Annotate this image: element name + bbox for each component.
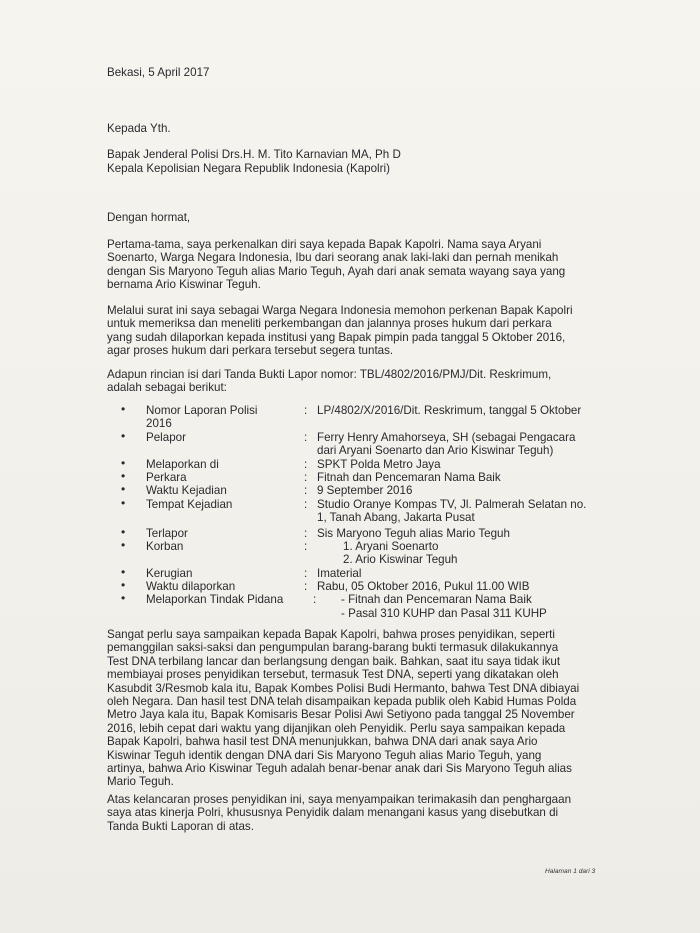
bullet: • bbox=[121, 564, 126, 579]
text-line: saya atas kinerja Polri, khususnya Penyidik dalam menangani kasus yang disebutkan di bbox=[107, 806, 559, 820]
page-number: Halaman 1 dari 3 bbox=[545, 868, 596, 875]
detail-value: Fitnah dan Pencemaran Nama Baik bbox=[317, 470, 501, 484]
colon: : bbox=[304, 539, 308, 553]
place-date: Bekasi, 5 April 2017 bbox=[107, 66, 210, 79]
text-line: Kasubdit 3/Resmob kala itu, Bapak Kombes Polisi Budi Hermanto, bahwa Test DNA dibiayai bbox=[107, 681, 580, 695]
detail-perkara bbox=[107, 468, 627, 484]
detail-melaporkan-di bbox=[107, 455, 627, 471]
detail-label: Waktu dilaporkan bbox=[146, 580, 236, 594]
detail-value: dari Aryani Soenarto dan Ario Kiswinar Teguh) bbox=[317, 444, 554, 458]
text-line: Metro Jaya kala itu, Bapak Komisaris Besar Polisi Awi Setiyono pada tanggal 25 November bbox=[107, 708, 575, 722]
text-line: Atas kelancaran proses penyidikan ini, saya menyampaikan terimakasih dan penghargaan bbox=[107, 793, 572, 806]
paragraph-request bbox=[107, 304, 607, 358]
detail-label: Perkara bbox=[146, 470, 187, 484]
bullet: • bbox=[121, 524, 126, 539]
detail-value: 1, Tanah Abang, Jakarta Pusat bbox=[317, 511, 475, 525]
colon: : bbox=[304, 404, 308, 417]
detail-kerugian bbox=[107, 564, 627, 580]
text-line: 2016, lebih cepat dari waktu yang dijanjikan oleh Penyidik. Perlu saya sampaikan kepada bbox=[107, 721, 566, 735]
detail-value-wrap: 2016 bbox=[146, 417, 172, 431]
text-line: Melalui surat ini saya sebagai Warga Negara Indonesia memohon perkenan Bapak Kapolri bbox=[107, 304, 573, 317]
recipient-title: Kepala Kepolisian Negara Republik Indonesia (Kapolri) bbox=[107, 162, 390, 175]
text-line: bernama Ario Kiswinar Teguh. bbox=[107, 278, 261, 292]
detail-continuation bbox=[107, 607, 627, 620]
text-line: Pertama-tama, saya perkenalkan diri saya kepada Bapak Kapolri. Nama saya Aryani bbox=[107, 238, 542, 251]
colon: : bbox=[304, 580, 308, 594]
detail-value: 2. Ario Kiswinar Teguh bbox=[343, 553, 458, 567]
detail-label: Korban bbox=[146, 539, 184, 553]
text-line: Adapun rincian isi dari Tanda Bukti Lapor nomor: TBL/4802/2016/PMJ/Dit. Reskrimum, bbox=[107, 368, 552, 381]
detail-label: Tempat Kejadian bbox=[146, 497, 233, 511]
paragraph-closing bbox=[107, 793, 607, 833]
text-line: oleh Negara. Dan hasil test DNA telah disampaikan kepada publik oleh Kabid Humas Polda bbox=[107, 695, 577, 709]
bullet: • bbox=[121, 537, 126, 552]
paragraph-introduction bbox=[107, 238, 607, 292]
bullet: • bbox=[121, 455, 126, 470]
detail-value: LP/4802/X/2016/Dit. Reskrimum, tanggal 5 Oktober bbox=[317, 404, 582, 417]
text-line: yang sudah dilaporkan kepada institusi yang Bapak pimpin pada tanggal 5 Oktober 2016, bbox=[107, 330, 566, 344]
text-line: Mario Teguh. bbox=[107, 775, 174, 789]
colon: : bbox=[313, 593, 317, 607]
detail-continuation bbox=[107, 511, 627, 524]
text-line: Bapak Kapolri, bahwa hasil test DNA menunjukkan, bahwa DNA dari anak saya Ario bbox=[107, 735, 538, 749]
detail-pelapor bbox=[107, 428, 627, 444]
text-line: Test DNA terbilang lancar dan berlangsung dengan baik. Bahkan, saat itu saya tidak ikut bbox=[107, 654, 561, 668]
detail-value: Sis Maryono Teguh alias Mario Teguh bbox=[317, 526, 510, 540]
detail-waktu-dilaporkan bbox=[107, 580, 627, 593]
detail-label: Terlapor bbox=[146, 526, 188, 540]
bullet: • bbox=[121, 402, 126, 416]
detail-value: 9 September 2016 bbox=[317, 484, 413, 498]
report-details-list bbox=[107, 404, 627, 620]
text-line: Tanda Bukti Laporan di atas. bbox=[107, 819, 254, 833]
greeting: Dengan hormat, bbox=[107, 211, 191, 224]
detail-label: Melaporkan di bbox=[146, 457, 219, 471]
detail-label: Pelapor bbox=[146, 430, 186, 444]
detail-continuation bbox=[107, 553, 627, 566]
text-line: untuk memeriksa dan meneliti perkembangan dan jalannya proses hukum dari perkara bbox=[107, 317, 552, 331]
detail-continuation bbox=[107, 444, 627, 457]
bullet: • bbox=[121, 428, 126, 443]
text-line: adalah sebagai berikut: bbox=[107, 381, 227, 395]
colon: : bbox=[304, 470, 308, 484]
detail-tindak-pidana bbox=[107, 593, 627, 606]
detail-nomor-laporan bbox=[107, 404, 627, 417]
detail-value: Rabu, 05 Oktober 2016, Pukul 11.00 WIB bbox=[317, 580, 530, 594]
detail-value: - Fitnah dan Pencemaran Nama Baik bbox=[341, 593, 532, 607]
detail-label: Waktu Kejadian bbox=[146, 484, 227, 498]
detail-waktu-kejadian bbox=[107, 484, 627, 497]
recipient-name: Bapak Jenderal Polisi Drs.H. M. Tito Karnavian MA, Ph D bbox=[107, 148, 401, 161]
text-line: Kiswinar Teguh identik dengan DNA dari Sis Maryono Teguh alias Mario Teguh, yang bbox=[107, 748, 542, 762]
text-line: pemanggilan saksi-saksi dan pengumpulan barang-barang bukti termasuk dilakukannya bbox=[107, 641, 559, 655]
bullet: • bbox=[121, 495, 126, 510]
detail-value: Studio Oranye Kompas TV, Jl. Palmerah Selatan no. bbox=[317, 497, 587, 511]
paragraph-investigation bbox=[107, 628, 607, 789]
detail-tempat-kejadian bbox=[107, 495, 627, 511]
salutation-to: Kepada Yth. bbox=[107, 122, 171, 135]
detail-terlapor bbox=[107, 524, 627, 540]
detail-label: Kerugian bbox=[146, 566, 193, 580]
colon: : bbox=[304, 526, 308, 540]
colon: : bbox=[304, 457, 308, 471]
text-line: membiayai proses penyidikan tersebut, termasuk Test DNA, seperti yang dikatakan oleh bbox=[107, 668, 559, 682]
colon: : bbox=[304, 430, 308, 444]
detail-value: Imaterial bbox=[317, 566, 362, 580]
bullet: • bbox=[121, 578, 126, 593]
detail-value: 1. Aryani Soenarto bbox=[343, 539, 439, 553]
colon: : bbox=[304, 497, 308, 511]
detail-label: Nomor Laporan Polisi bbox=[146, 404, 258, 417]
detail-wrap-line bbox=[107, 417, 627, 430]
bullet: • bbox=[121, 482, 126, 497]
detail-korban bbox=[107, 537, 627, 553]
text-line: Sangat perlu saya sampaikan kepada Bapak Kapolri, bahwa proses penyidikan, seperti bbox=[107, 628, 555, 641]
paragraph-report-intro bbox=[107, 368, 607, 395]
detail-label: Melaporkan Tindak Pidana bbox=[146, 593, 284, 607]
bullet: • bbox=[121, 591, 126, 606]
detail-value: Ferry Henry Amahorseya, SH (sebagai Pengacara bbox=[317, 430, 576, 444]
detail-value: SPKT Polda Metro Jaya bbox=[317, 457, 441, 471]
detail-value: - Pasal 310 KUHP dan Pasal 311 KUHP bbox=[341, 606, 547, 620]
bullet: • bbox=[121, 468, 126, 483]
text-line: artinya, bahwa Ario Kiswinar Teguh adalah benar-benar anak dari Sis Maryono Teguh alias bbox=[107, 762, 572, 776]
text-line: dengan Sis Maryono Teguh alias Mario Teguh, Ayah dari anak semata wayang saya yang bbox=[107, 264, 566, 278]
text-line: agar proses hukum dari perkara tersebut segera tuntas. bbox=[107, 344, 394, 358]
colon: : bbox=[304, 484, 308, 498]
colon: : bbox=[304, 566, 308, 580]
text-line: Soenarto, Warga Negara Indonesia, Ibu dari seorang anak laki-laki dan pernah menikah bbox=[107, 251, 559, 265]
